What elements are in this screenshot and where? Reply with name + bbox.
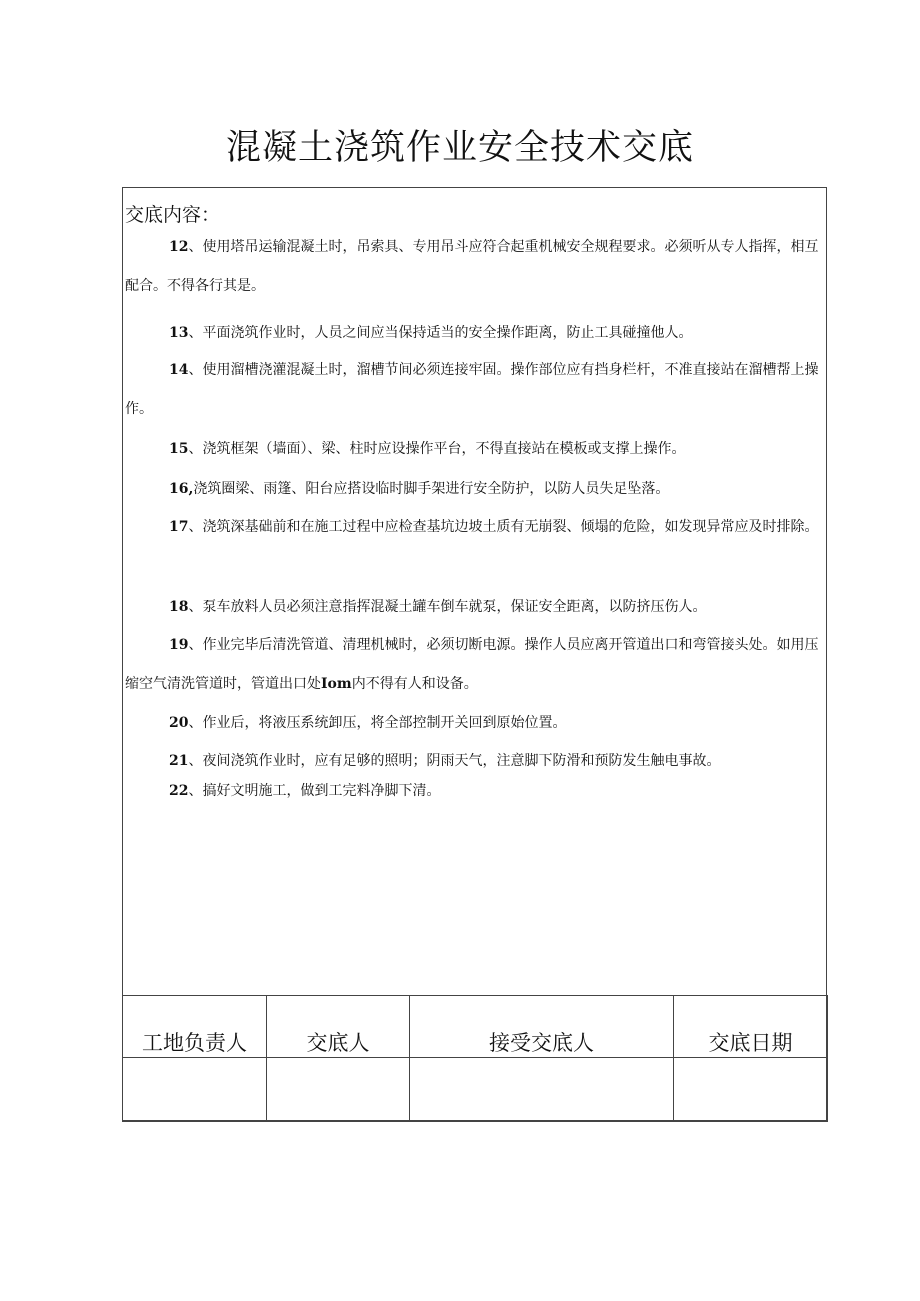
disclosure-date-header: 交底日期 — [674, 996, 828, 1058]
clause-text: 作业后，将液压系统卸压，将全部控制开关回到原始位置。 — [202, 715, 567, 731]
clause-number: 20 — [169, 715, 189, 731]
clause-number: 13 — [169, 325, 189, 341]
signature-table — [122, 995, 828, 1122]
clause-text: 浇筑深基础前和在施工过程中应检查基坑边坡土质有无崩裂、倾塌的危险，如发现异常应及时排除。 — [202, 519, 819, 535]
disclosure-date-cell[interactable] — [674, 1058, 828, 1122]
clause-number: 16, — [169, 481, 194, 497]
clause-number: 22 — [169, 783, 189, 799]
clause-separator: 、 — [188, 239, 203, 255]
clause-number: 21 — [169, 753, 189, 769]
disclosure-form — [122, 187, 827, 1121]
clause-19 — [125, 626, 824, 704]
signature-entry-row — [123, 1058, 828, 1122]
clause-number: 18 — [169, 599, 189, 615]
clause-separator: 、 — [188, 519, 203, 535]
clause-number: 19 — [169, 637, 189, 653]
clause-14 — [125, 351, 824, 429]
site-manager-signature-cell[interactable] — [123, 1058, 267, 1122]
distance-term: Iom — [321, 676, 352, 692]
clause-separator: 、 — [188, 637, 203, 653]
discloser-header: 交底人 — [267, 996, 410, 1058]
discloser-signature-cell[interactable] — [267, 1058, 410, 1122]
clause-number: 15 — [169, 441, 189, 457]
signature-header-row — [123, 996, 828, 1058]
clause-text: 搞好文明施工，做到工完料净脚下清。 — [202, 783, 441, 799]
recipient-header: 接受交底人 — [410, 996, 674, 1058]
clause-text-tail: 内不得有人和设备。 — [351, 676, 478, 692]
clause-text: 浇筑圈梁、雨篷、阳台应搭设临时脚手架进行安全防护，以防人员失足坠落。 — [193, 481, 670, 497]
clause-separator: 、 — [188, 753, 203, 769]
clause-separator: 、 — [188, 441, 203, 457]
clause-separator: 、 — [188, 783, 203, 799]
clause-16 — [125, 470, 824, 509]
clause-number: 12 — [169, 239, 189, 255]
clause-text: 使用塔吊运输混凝土时，吊索具、专用吊斗应符合起重机械安全规程要求。必须听从专人指挥，相互配合。不得各行其是。 — [125, 239, 819, 294]
clause-number: 14 — [169, 362, 189, 378]
site-manager-header: 工地负责人 — [123, 996, 267, 1058]
page-title: 混凝土浇筑作业安全技术交底 — [225, 128, 694, 168]
clause-15 — [125, 430, 824, 469]
clause-text: 作业完毕后清洗管道、清理机械时，必须切断电源。操作人员应离开管道出口和弯管接头处。如用压缩空气清洗管道时，管道出口处 — [125, 637, 819, 692]
clause-separator: 、 — [188, 599, 203, 615]
clause-22 — [125, 772, 824, 811]
clause-text: 浇筑框架（墙面）、梁、柱时应设操作平台，不得直接站在模板或支撑上操作。 — [202, 441, 686, 457]
clause-separator: 、 — [188, 362, 203, 378]
clause-separator: 、 — [188, 715, 203, 731]
clause-number: 17 — [169, 519, 189, 535]
clause-17 — [125, 508, 824, 547]
clause-text: 使用溜槽浇灌混凝土时，溜槽节间必须连接牢固。操作部位应有挡身栏杆，不准直接站在溜槽帮上操作。 — [125, 362, 819, 417]
clause-20 — [125, 704, 824, 743]
content-label: 交底内容： — [125, 204, 221, 226]
clause-separator: 、 — [188, 325, 203, 341]
clause-18 — [125, 588, 824, 627]
clause-text: 夜间浇筑作业时，应有足够的照明；阴雨天气，注意脚下防滑和预防发生触电事故。 — [202, 753, 721, 769]
clause-12 — [125, 228, 824, 306]
clause-13 — [125, 314, 824, 353]
clause-text: 泵车放料人员必须注意指挥混凝土罐车倒车就泵，保证安全距离，以防挤压伤人。 — [202, 599, 707, 615]
recipient-signature-cell[interactable] — [410, 1058, 674, 1122]
clause-text: 平面浇筑作业时，人员之间应当保持适当的安全操作距离，防止工具碰撞他人。 — [202, 325, 693, 341]
